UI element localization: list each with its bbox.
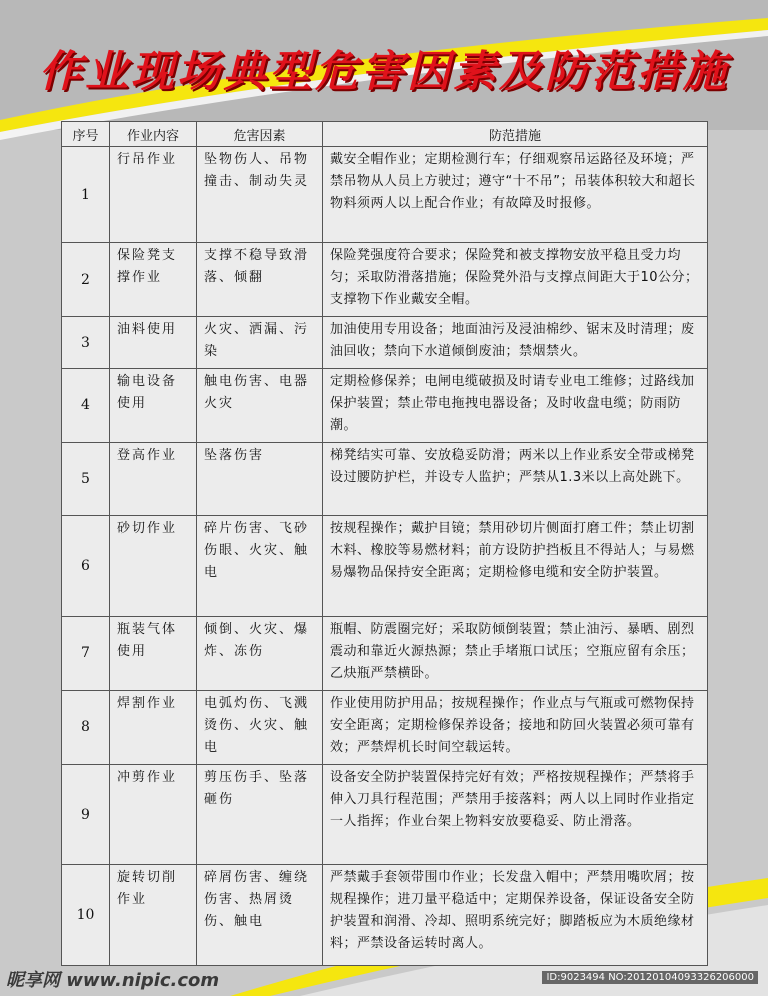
row-task: 焊割作业 [110,690,197,764]
row-measure: 作业使用防护用品；按规程操作；作业点与气瓶或可燃物保持安全距离；定期检修保养设备；接地和防回火装置必须可靠有效；严禁焊机长时间空载运转。 [323,690,708,764]
row-task: 登高作业 [110,442,197,516]
row-hazard: 电弧灼伤、飞溅烫伤、火灾、触电 [197,690,323,764]
row-measure: 定期检修保养；电闸电缆破损及时请专业电工维修；过路线加保护装置；禁止带电拖拽电器设备；及时收盘电缆；防雨防潮。 [323,368,708,442]
row-no: 1 [62,147,110,243]
row-no: 8 [62,690,110,764]
table-row [62,442,708,516]
row-measure: 戴安全帽作业；定期检测行车；仔细观察吊运路径及环境；严禁吊物从人员上方驶过；遵守“十不吊”；吊装体积较大和超长物料须两人以上配合作业；有故障及时报修。 [323,147,708,243]
row-no: 7 [62,617,110,691]
header-hazard: 危害因素 [197,122,323,147]
table-row [62,317,708,368]
row-no: 3 [62,317,110,368]
row-hazard: 碎屑伤害、缠绕伤害、热屑烫伤、触电 [197,865,323,966]
row-no: 9 [62,764,110,865]
row-measure: 严禁戴手套领带围巾作业；长发盘入帽中；严禁用嘴吹屑；按规程操作；进刀量平稳适中；定期保养设备，保证设备安全防护装置和润滑、冷却、照明系统完好；脚踏板应为木质绝缘材料；严禁设备运转时离人。 [323,865,708,966]
header-no: 序号 [62,122,110,147]
row-task: 砂切作业 [110,516,197,617]
table-row [62,516,708,617]
row-measure: 按规程操作；戴护目镜；禁用砂切片侧面打磨工件；禁止切割木料、橡胶等易燃材料；前方设防护挡板且不得站人；与易燃易爆物品保持安全距离；定期检修电缆和安全防护装置。 [323,516,708,617]
row-task: 旋转切削作业 [110,865,197,966]
image-id-label: ID:9023494 NO:20120104093326206000 [542,971,758,984]
row-measure: 保险凳强度符合要求；保险凳和被支撑物安放平稳且受力均匀；采取防滑落措施；保险凳外沿与支撑点间距大于10公分；支撑物下作业戴安全帽。 [323,243,708,317]
header-task: 作业内容 [110,122,197,147]
row-no: 4 [62,368,110,442]
row-hazard: 支撑不稳导致滑落、倾翻 [197,243,323,317]
watermark-logo: 昵享网 www.nipic.com [6,970,220,991]
hazard-table [61,121,708,966]
row-task: 冲剪作业 [110,764,197,865]
table-row [62,764,708,865]
row-task: 油料使用 [110,317,197,368]
row-hazard: 火灾、洒漏、污染 [197,317,323,368]
row-hazard: 触电伤害、电器火灾 [197,368,323,442]
row-task: 瓶装气体使用 [110,617,197,691]
row-no: 10 [62,865,110,966]
row-measure: 瓶帽、防震圈完好；采取防倾倒装置；禁止油污、暴晒、剧烈震动和靠近火源热源；禁止手堵瓶口试压；空瓶应留有余压；乙炔瓶严禁横卧。 [323,617,708,691]
row-measure: 设备安全防护装置保持完好有效；严格按规程操作；严禁将手伸入刀具行程范围；严禁用手接落料；两人以上同时作业指定一人指挥；作业台架上物料安放要稳妥、防止滑落。 [323,764,708,865]
header-measure: 防范措施 [323,122,708,147]
row-hazard: 倾倒、火灾、爆炸、冻伤 [197,617,323,691]
row-measure: 加油使用专用设备；地面油污及浸油棉纱、锯末及时清理；废油回收；禁向下水道倾倒废油；禁烟禁火。 [323,317,708,368]
table-row [62,865,708,966]
row-task: 输电设备使用 [110,368,197,442]
row-hazard: 剪压伤手、坠落砸伤 [197,764,323,865]
table-row [62,617,708,691]
row-task: 行吊作业 [110,147,197,243]
row-no: 5 [62,442,110,516]
table-header-row [62,122,708,147]
table-row [62,368,708,442]
table-row [62,147,708,243]
row-hazard: 坠落伤害 [197,442,323,516]
page-title: 作业现场典型危害因素及防范措施 [39,47,729,97]
table-row [62,243,708,317]
row-hazard: 碎片伤害、飞砂伤眼、火灾、触电 [197,516,323,617]
row-no: 2 [62,243,110,317]
row-task: 保险凳支撑作业 [110,243,197,317]
table-row [62,690,708,764]
row-hazard: 坠物伤人、吊物撞击、制动失灵 [197,147,323,243]
hazard-table-container [61,121,707,966]
row-no: 6 [62,516,110,617]
row-measure: 梯凳结实可靠、安放稳妥防滑；两米以上作业系安全带或梯凳设过腰防护栏，并设专人监护；严禁从1.3米以上高处跳下。 [323,442,708,516]
